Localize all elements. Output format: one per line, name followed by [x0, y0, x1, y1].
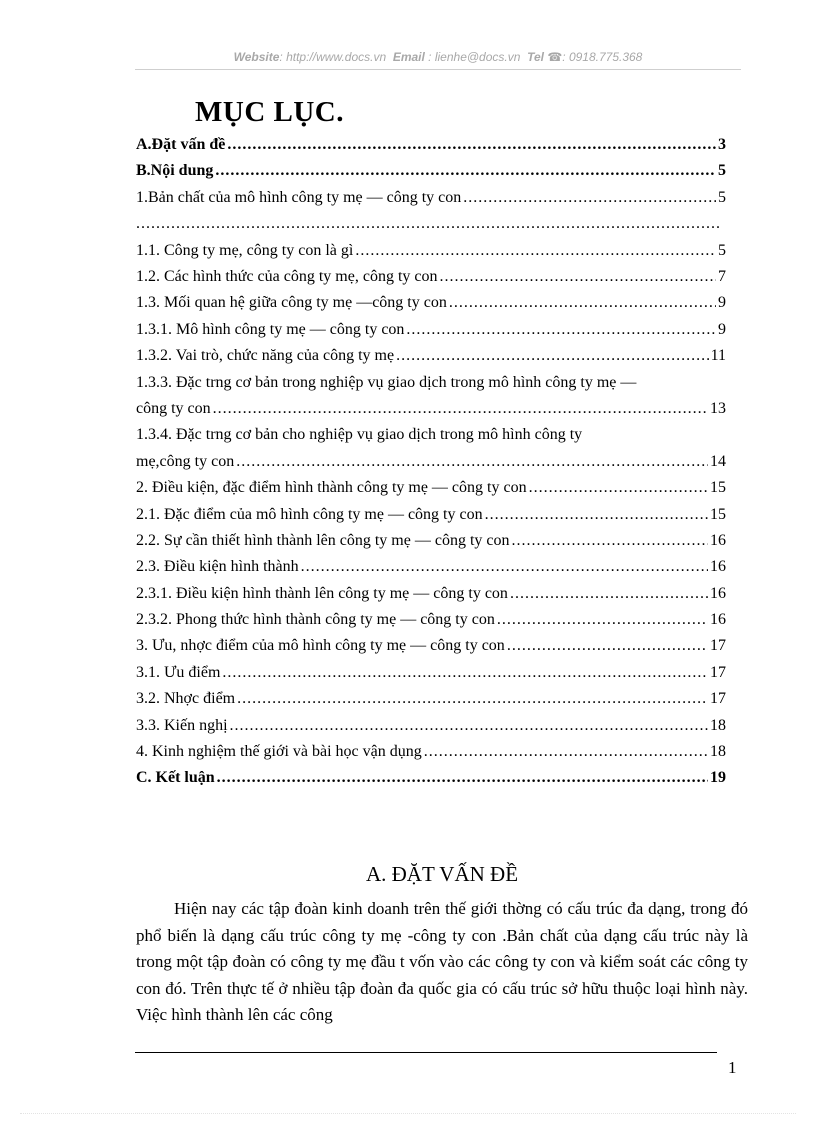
toc-leader-dots [236, 449, 708, 475]
toc-entry-page: 5 [718, 241, 726, 259]
toc-entry-label-line1: 1.3.3. Đặc trng cơ bản trong nghiệp vụ giao dịch trong mô hình công ty mẹ — [136, 373, 637, 391]
toc-entry[interactable] [136, 713, 748, 739]
toc-entry[interactable] [136, 660, 748, 686]
toc-leader-dots [529, 475, 708, 501]
toc-entry-label-line1: 1.3.4. Đặc trng cơ bản cho nghiệp vụ giao dịch trong mô hình công ty [136, 426, 583, 444]
toc-entry[interactable] [136, 554, 748, 580]
toc-entry-page: 5 [718, 162, 726, 180]
toc-entry[interactable] [136, 370, 748, 423]
toc-leader-dots [424, 739, 708, 765]
toc-entry-label: 2.3. Điều kiện hình thành [136, 558, 299, 576]
toc-leader-dots [512, 528, 709, 554]
toc-entry[interactable] [136, 343, 748, 369]
toc-entry-label: 2.2. Sự cần thiết hình thành lên công ty mẹ — công ty con [136, 531, 510, 549]
toc-entry-label: 3.2. Nhợc điểm [136, 690, 236, 708]
toc-entry-label: 1.2. Các hình thức của công ty mẹ, công ty con [136, 267, 438, 285]
toc-entry[interactable] [136, 765, 748, 791]
toc-entry-label: 4. Kinh nghiệm thế giới và bài học vận dụng [136, 743, 422, 761]
toc-entry-page: 13 [710, 399, 726, 417]
toc-entry[interactable] [136, 132, 748, 158]
toc-leader-dots [355, 238, 716, 264]
tel-value: ☎: 0918.775.368 [547, 50, 643, 64]
toc-leader-dots [215, 158, 716, 184]
toc-leader-dots [449, 290, 716, 316]
toc-leader-dots [217, 765, 708, 791]
toc-entry-page: 15 [710, 505, 726, 523]
email-label: Email [392, 50, 425, 64]
toc-leader-dots [237, 686, 708, 712]
toc-entry-label-line2: công ty con [136, 399, 211, 417]
toc-entry-label: 1.3. Mối quan hệ giữa công ty mẹ —công ty con [136, 294, 447, 312]
footer-divider [135, 1052, 717, 1053]
toc-entry[interactable] [136, 528, 748, 554]
toc-entry[interactable] [136, 633, 748, 659]
toc-entry-page: 9 [718, 294, 726, 312]
toc-entry[interactable] [136, 185, 748, 211]
toc-entry[interactable] [136, 264, 748, 290]
table-of-contents [136, 132, 748, 792]
toc-entry-page: 5 [718, 188, 726, 206]
toc-leader-dots [213, 396, 708, 422]
toc-entry-label: 3. Ưu, nhợc điểm của mô hình công ty mẹ — công ty con [136, 637, 505, 655]
toc-entry-label: 2.3.1. Điều kiện hình thành lên công ty mẹ — công ty con [136, 584, 508, 602]
toc-entry[interactable] [136, 607, 748, 633]
toc-entry-label: 2.1. Đặc điểm của mô hình công ty mẹ — công ty con [136, 505, 483, 523]
toc-leader-dots [485, 502, 708, 528]
toc-entry[interactable] [136, 422, 748, 475]
toc-leader-dots [396, 343, 709, 369]
toc-entry-page: 15 [710, 479, 726, 497]
toc-entry-page: 18 [710, 716, 726, 734]
toc-entry[interactable] [136, 238, 748, 264]
toc-dotted-line [136, 211, 721, 237]
toc-entry-label: A.Đặt vấn đề [136, 136, 226, 153]
toc-entry[interactable] [136, 739, 748, 765]
toc-entry-page: 3 [718, 136, 726, 153]
section-heading: A. ĐẶT VẤN ĐỀ [365, 862, 519, 886]
toc-entry-label: C. Kết luận [136, 769, 215, 787]
toc-entry-page: 19 [710, 769, 726, 787]
toc-leader-dots [222, 660, 708, 686]
toc-entry-page: 11 [710, 347, 726, 365]
toc-leader-dots [497, 607, 708, 633]
toc-leader-dots [227, 132, 716, 158]
toc-leader-dots [439, 264, 716, 290]
toc-entry-label: 1.Bản chất của mô hình công ty mẹ — công ty con [136, 188, 462, 206]
body-paragraph: Hiện nay các tập đoàn kinh doanh trên thế giới thờng có cấu trúc đa dạng, trong đó phổ biến là dạng cấu trúc công ty mẹ -công ty con .Bản chất của dạng cấu trúc này là trong một tập đoàn có công ty mẹ đầu t vốn vào các công ty con và kiểm soát các công ty con đó. Trên thực tế ở nhiều tập đoàn đa quốc gia có cấu trúc sở hữu thuộc loại hình này. Việc hình thành lên các công [136, 899, 748, 1024]
toc-entry-label: 3.1. Ưu điểm [136, 663, 221, 681]
toc-leader-dots [463, 185, 716, 211]
toc-entry-label: 1.3.1. Mô hình công ty mẹ — công ty con [136, 320, 405, 338]
toc-entry-label: 1.3.2. Vai trò, chức năng của công ty mẹ [136, 347, 395, 365]
website-label: Website [233, 50, 280, 64]
toc-entry[interactable] [136, 502, 748, 528]
toc-entry-label: B.Nội dung [136, 162, 214, 180]
toc-entry-label: 3.3. Kiến nghị [136, 716, 228, 734]
toc-leader-dots [230, 713, 708, 739]
page-bottom-edge [20, 1113, 796, 1114]
website-value: : http://www.docs.vn [279, 50, 387, 64]
toc-entry-page: 17 [710, 690, 726, 708]
toc-entry-page: 16 [710, 611, 726, 629]
toc-entry-label: 2.3.2. Phong thức hình thành công ty mẹ — công ty con [136, 611, 495, 629]
toc-leader-dots [301, 554, 708, 580]
tel-label: Tel [527, 50, 544, 64]
toc-entry-page: 16 [710, 584, 726, 602]
toc-entry[interactable] [136, 158, 748, 184]
toc-entry-page: 16 [710, 531, 726, 549]
toc-entry-label-line2: mẹ,công ty con [136, 452, 235, 470]
toc-title: MỤC LỤC. [195, 96, 344, 128]
toc-leader-dots [510, 581, 708, 607]
toc-entry-page: 17 [710, 637, 726, 655]
toc-entry-label: 1.1. Công ty mẹ, công ty con là gì [136, 241, 354, 259]
toc-entry-page: 17 [710, 663, 726, 681]
toc-entry-page: 7 [718, 267, 726, 285]
page-number: 1 [728, 1058, 737, 1077]
toc-entry-page: 18 [710, 743, 726, 761]
toc-leader-dots [507, 633, 708, 659]
toc-entry-label: 2. Điều kiện, đặc điểm hình thành công ty mẹ — công ty con [136, 479, 527, 497]
toc-entry[interactable] [136, 686, 748, 712]
toc-entry[interactable] [136, 475, 748, 501]
toc-entry[interactable] [136, 290, 748, 316]
toc-entry-page: 14 [710, 452, 726, 470]
toc-entry[interactable] [136, 581, 748, 607]
page-header [135, 50, 741, 70]
email-value: : lienhe@docs.vn [428, 50, 521, 64]
toc-entry[interactable] [136, 317, 748, 343]
toc-leader-dots [406, 317, 716, 343]
toc-entry-page: 16 [710, 558, 726, 576]
toc-entry-page: 9 [718, 320, 726, 338]
